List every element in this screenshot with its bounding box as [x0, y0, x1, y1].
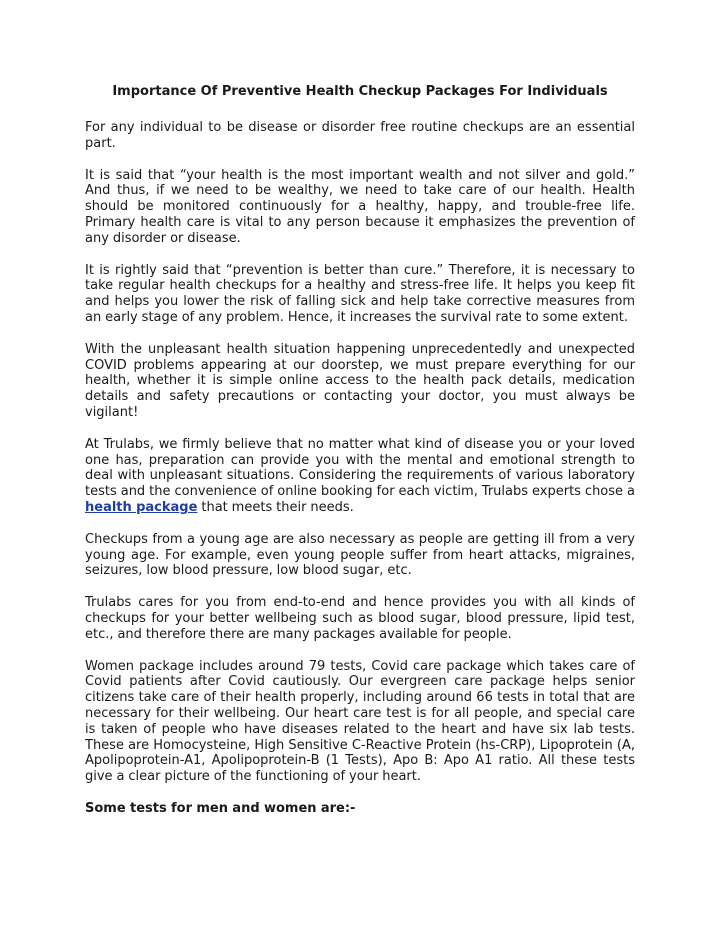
paragraph-intro: For any individual to be disease or disorder free routine checkups are an essential part. [85, 120, 635, 151]
paragraph-health-wealth: It is said that “your health is the most important wealth and not silver and gold.” And thus, if we need to be wealthy, we need to take care of our health. Health should be monitored continuously for a healthy, happy, and trouble-free life. Primary health care is vital to any person because it emphasizes the prevention of any disorder or disease. [85, 167, 635, 246]
paragraph-covid: With the unpleasant health situation happening unprecedentedly and unexpected COVID problems appearing at our doorstep, we must prepare everything for our health, whether it is simple online access to the health pack details, medication details and safety precautions or contacting your doctor, you must always be vigilant! [85, 341, 635, 420]
closing-heading: Some tests for men and women are:- [85, 800, 356, 816]
trulabs-text-after: that meets their needs. [197, 499, 354, 515]
paragraph-trulabs [85, 437, 635, 516]
paragraph-young-age: Checkups from a young age are also necessary as people are getting ill from a very young age. For example, even young people suffer from heart attacks, migraines, seizures, low blood pressure, low blood sugar, etc. [85, 531, 635, 579]
trulabs-text-before: At Trulabs, we firmly believe that no matter what kind of disease you or your loved one has, preparation can provide you with the mental and emotional strength to deal with unpleasant situations. Considering the requirements of various laboratory tests and the convenience of online booking for each victim, Trulabs experts chose a [85, 436, 635, 500]
paragraph-prevention: It is rightly said that “prevention is better than cure.” Therefore, it is necessary to take regular health checkups for a healthy and stress-free life. It helps you keep fit and helps you lower the risk of falling sick and help take corrective measures from an early stage of any problem. Hence, it increases the survival rate to some extent. [85, 262, 635, 325]
paragraph-packages: Women package includes around 79 tests, Covid care package which takes care of Covid patients after Covid cautiously. Our evergreen care package helps senior citizens take care of their health properly, including around 66 tests in total that are necessary for their wellbeing. Our heart care test is for all people, and special care is taken of people who have diseases related to the heart and have six lab tests. These are Homocysteine, High Sensitive C-Reactive Protein (hs-CRP), Lipoprotein (A, Apolipoprotein-A1, Apolipoprotein-B (1 Tests), Apo B: Apo A1 ratio. All these tests give a clear picture of the functioning of your heart. [85, 658, 635, 785]
health-package-link[interactable]: health package [85, 499, 198, 515]
paragraph-end-to-end: Trulabs cares for you from end-to-end and hence provides you with all kinds of checkups for your better wellbeing such as blood sugar, blood pressure, lipid test, etc., and therefore there are many packages available for people. [85, 595, 635, 642]
document-title: Importance Of Preventive Health Checkup Packages For Individuals [112, 84, 608, 99]
